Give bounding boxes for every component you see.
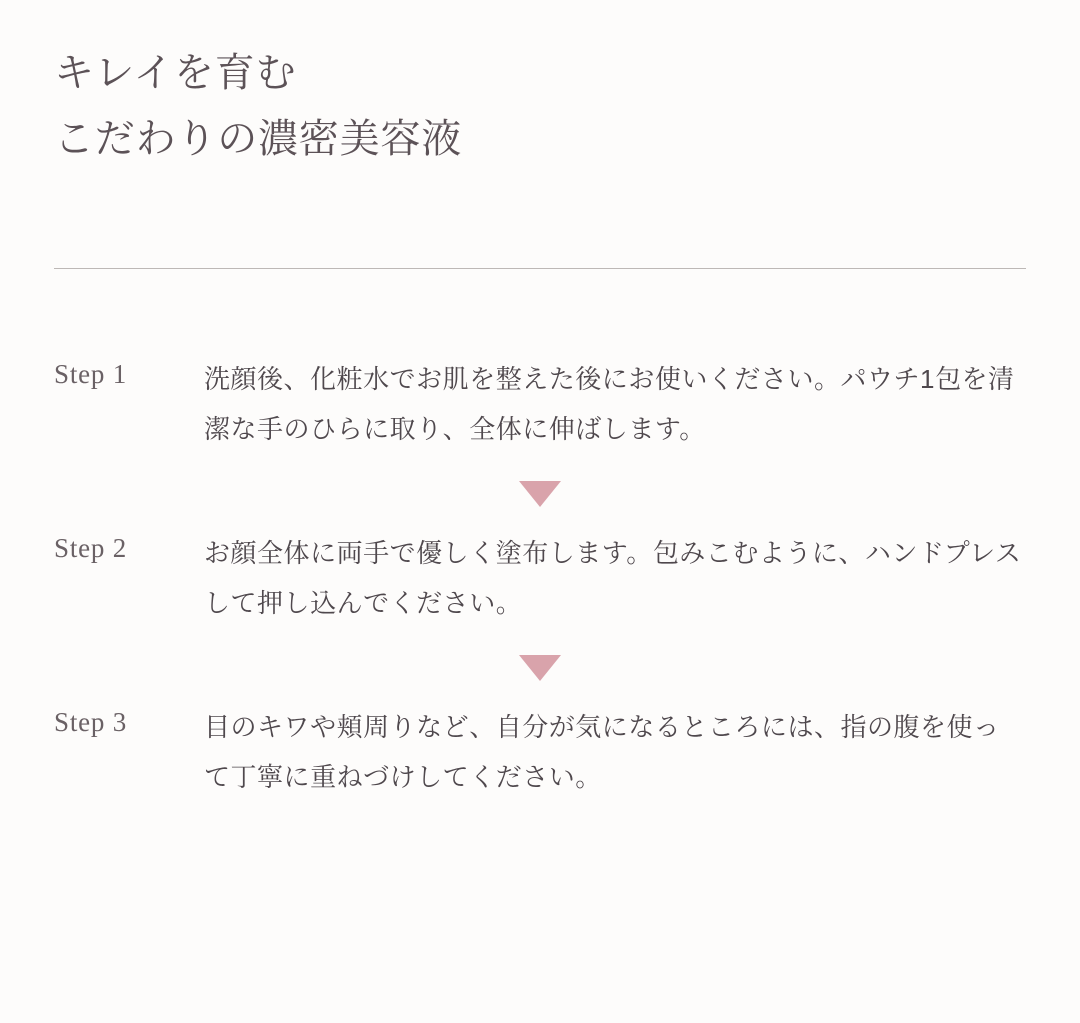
page-title xyxy=(54,0,1026,172)
step-separator-2 xyxy=(54,629,1026,703)
down-arrow-icon xyxy=(519,655,561,681)
page-title-line-2: こだわりの濃密美容液 xyxy=(54,117,462,161)
step-label-3: Step 3 xyxy=(54,706,128,737)
step-label-1: Step 1 xyxy=(54,359,128,389)
step-text-2: お顔全体に両手で優しく塗布します。包みこむように、ハンドプレスして押し込んでください。 xyxy=(204,537,1022,618)
step-item xyxy=(54,703,1026,803)
page-title-line-1: キレイを育む xyxy=(54,51,297,95)
step-label-2: Step 2 xyxy=(54,532,128,563)
step-text-3: 目のキワや頬周りなど、自分が気になるところには、指の腹を使って丁寧に重ねづけしてください。 xyxy=(204,711,1000,792)
horizontal-divider xyxy=(54,268,1026,269)
steps-list xyxy=(54,355,1026,802)
step-item xyxy=(54,529,1026,629)
step-item xyxy=(54,355,1026,455)
down-arrow-icon xyxy=(519,481,561,507)
step-text-1: 洗顔後、化粧水でお肌を整えた後にお使いください。パウチ1包を清潔な手のひらに取り、全体に伸ばします。 xyxy=(204,364,1015,444)
step-separator-1 xyxy=(54,455,1026,529)
